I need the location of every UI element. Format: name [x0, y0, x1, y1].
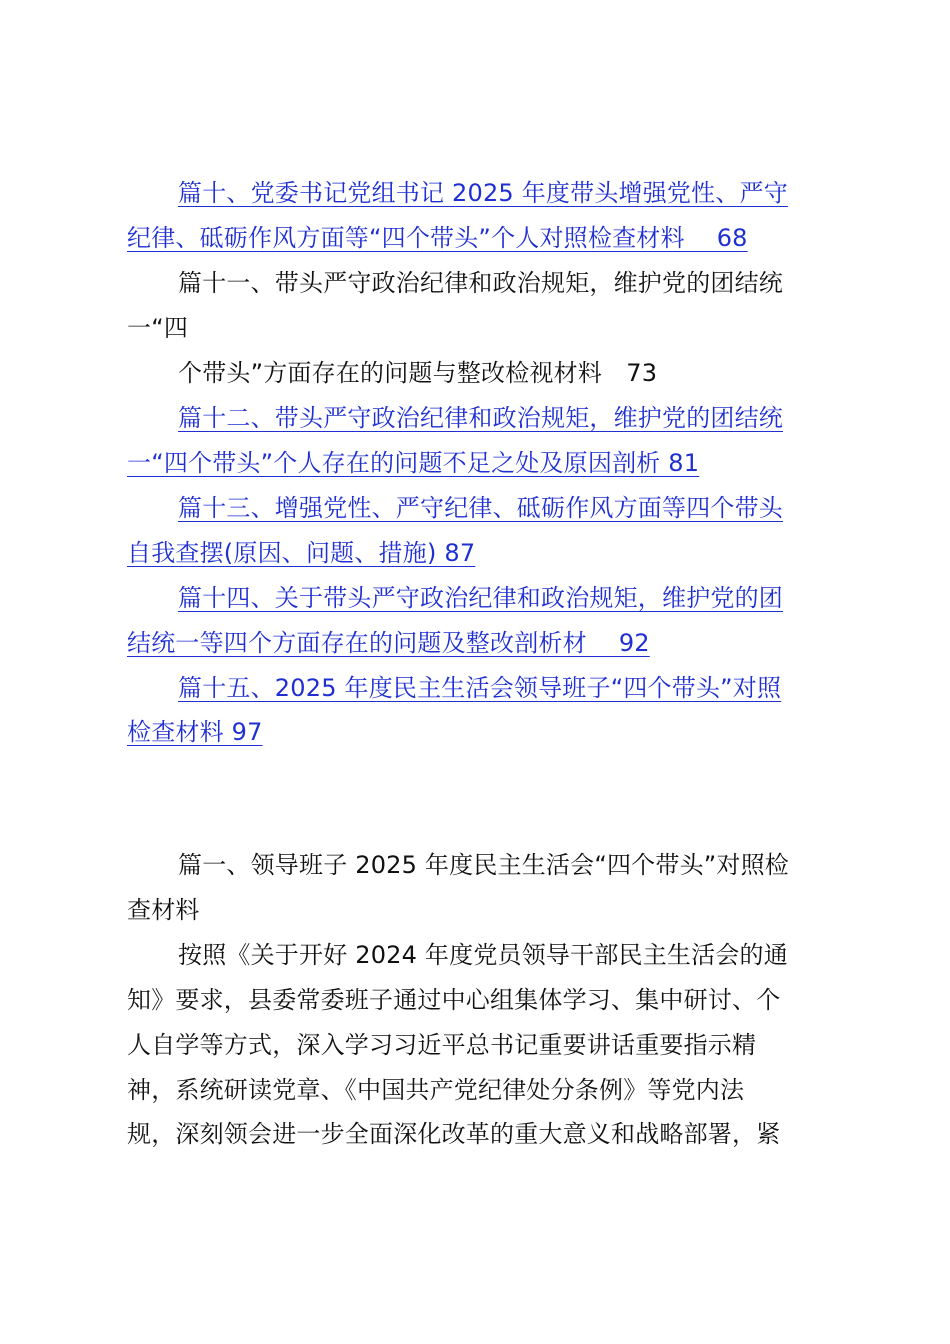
body-paragraph-line-4: 神，系统研读党章、《中国共产党纪律处分条例》等党内法 [127, 1076, 745, 1104]
toc-entry-11-line-3: 个带头”方面存在的问题与整改检视材料 73 [178, 359, 658, 387]
toc-entry-11-line-1: 篇十一、带头严守政治纪律和政治规矩，维护党的团结统 [178, 269, 783, 297]
toc-entry-10-line-2[interactable]: 纪律、砥砺作风方面等“四个带头”个人对照检查材料 68 [127, 224, 748, 252]
body-paragraph-line-3: 人自学等方式，深入学习习近平总书记重要讲话重要指示精 [127, 1031, 757, 1059]
toc-entry-13-line-2[interactable]: 自我查摆(原因、问题、措施) 87 [127, 539, 476, 567]
toc-entry-14-line-1[interactable]: 篇十四、关于带头严守政治纪律和政治规矩，维护党的团 [178, 584, 783, 612]
body-paragraph-line-5: 规，深刻领会进一步全面深化改革的重大意义和战略部署，紧 [127, 1120, 781, 1148]
body-paragraph-line-2: 知》要求，县委常委班子通过中心组集体学习、集中研讨、个 [127, 986, 781, 1014]
toc-entry-11-line-2: 一“四 [127, 314, 189, 342]
toc-entry-14-line-2[interactable]: 结统一等四个方面存在的问题及整改剖析材 92 [127, 629, 650, 657]
toc-entry-13-line-1[interactable]: 篇十三、增强党性、严守纪律、砥砺作风方面等四个带头 [178, 494, 783, 522]
toc-entry-15-line-2[interactable]: 检查材料 97 [127, 718, 263, 746]
body-paragraph-line-1: 按照《关于开好 2024 年度党员领导干部民主生活会的通 [178, 941, 788, 969]
toc-entry-10-line-1[interactable]: 篇十、党委书记党组书记 2025 年度带头增强党性、严守 [178, 179, 788, 207]
toc-entry-12-line-1[interactable]: 篇十二、带头严守政治纪律和政治规矩，维护党的团结统 [178, 404, 783, 432]
toc-entry-15-line-1[interactable]: 篇十五、2025 年度民主生活会领导班子“四个带头”对照 [178, 674, 782, 702]
section-heading-line-2: 查材料 [127, 896, 200, 924]
toc-entry-12-line-2[interactable]: 一“四个带头”个人存在的问题不足之处及原因剖析 81 [127, 449, 700, 477]
section-heading-line-1: 篇一、领导班子 2025 年度民主生活会“四个带头”对照检 [178, 851, 790, 879]
